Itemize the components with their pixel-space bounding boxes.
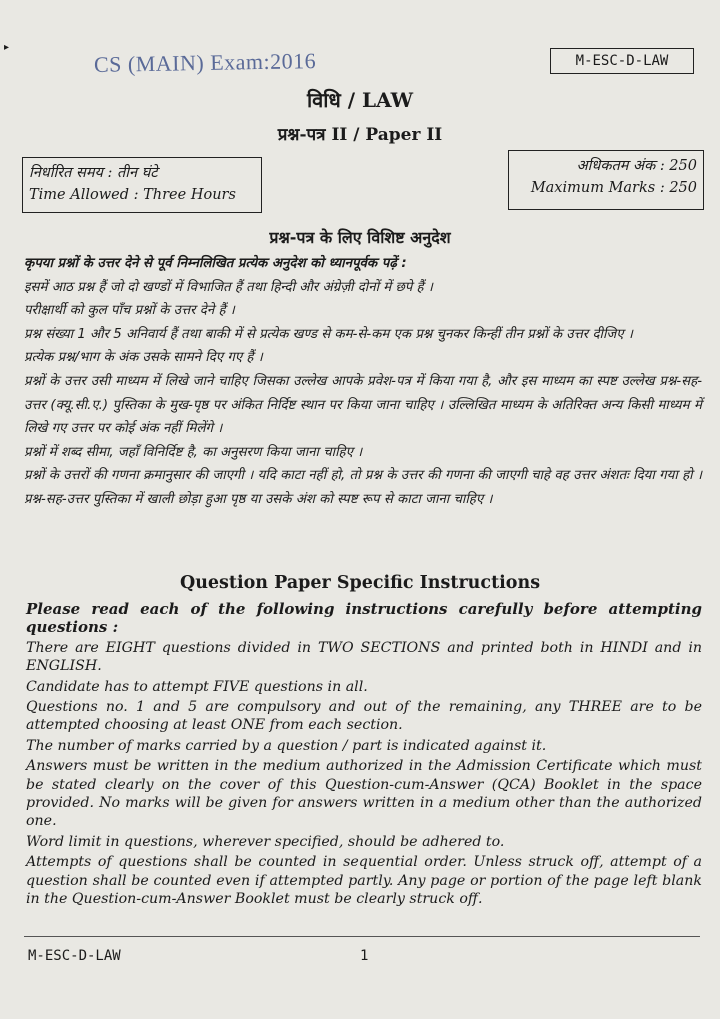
footer-paper-code: M-ESC-D-LAW [28, 948, 121, 964]
time-allowed-english: Time Allowed : Three Hours [29, 187, 236, 203]
maximum-marks-english: Maximum Marks : 250 [530, 180, 697, 196]
hindi-instruction: प्रश्नों के उत्तर उसी माध्यम में लिखे जाने चाहिए जिसका उल्लेख आपके प्रवेश-पत्र में किया गया है, और इस माध्यम का स्पष्ट उल्लेख प्रश्न-सह-उत्तर (क्यू.सी.ए.) पुस्तिका के मुख-पृष्ठ पर अंकित निर्दिष्ट स्थान पर किया जाना चाहिए । उल्लिखित माध्यम के अतिरिक्त अन्य किसी माध्यम में लिखे गए उत्तर पर कोई अंक नहीं मिलेंगे । [24, 373, 702, 437]
english-instruction: The number of marks carried by a question / part is indicated against it. [26, 737, 547, 754]
scan-mark: ▸ [4, 42, 10, 53]
hindi-instructions-heading: प्रश्न-पत्र के लिए विशिष्ट अनुदेश [269, 228, 451, 247]
english-instruction: There are EIGHT questions divided in TWO SECTIONS and printed both in HINDI and in ENGLISH. [26, 639, 702, 675]
english-instruction: Questions no. 1 and 5 are compulsory and out of the remaining, any THREE are to be attempted choosing at least ONE from each section. [26, 699, 702, 734]
hindi-instruction: प्रत्येक प्रश्न/भाग के अंक उसके सामने दिए गए हैं । [24, 350, 263, 366]
page-number: 1 [360, 948, 369, 964]
paper-code-box: M-ESC-D-LAW [550, 48, 694, 74]
english-instruction: Word limit in questions, wherever specified, should be adhered to. [26, 833, 505, 850]
hindi-instruction: प्रश्नों के उत्तरों की गणना क्रमानुसार की जाएगी । यदि काटा नहीं हो, तो प्रश्न के उत्तर की गणना की जाएगी चाहे वह उत्तर अंशतः दिया गया हो । प्रश्न-सह-उत्तर पुस्तिका में खाली छोड़ा हुआ पृष्ठ या उसके अंश को स्पष्ट रूप से काटा जाना चाहिए । [24, 468, 702, 507]
footer-divider [24, 936, 700, 937]
english-instruction: Answers must be written in the medium authorized in the Admission Certificate which must be stated clearly on the cover of this Question-cum-Answer (QCA) Booklet in the space provided. No marks will be given for answers written in a medium other than the authorized one. [26, 758, 702, 830]
hindi-instruction: इसमें आठ प्रश्न हैं जो दो खण्डों में विभाजित हैं तथा हिन्दी और अंग्रेज़ी दोनों में छपे हैं । [24, 279, 433, 295]
time-allowed-hindi: निर्धारित समय : तीन घंटे [29, 165, 158, 181]
english-instruction: Attempts of questions shall be counted in sequential order. Unless struck off, attempt of a question shall be counted even if attempted partly. Any page or portion of the page left blank in the Question-cum-Answer Booklet must be clearly struck off. [26, 854, 702, 908]
english-instruction: Please read each of the following instructions carefully before attempting questions : [26, 600, 702, 637]
hindi-instruction: प्रश्नों में शब्द सीमा, जहाँ विनिर्दिष्ट है, का अनुसरण किया जाना चाहिए । [24, 444, 363, 460]
english-instructions [26, 600, 702, 911]
hindi-instructions [24, 252, 702, 512]
hindi-instruction: परीक्षार्थी को कुल पाँच प्रश्नों के उत्तर देने हैं । [24, 303, 235, 319]
subject-title: विधि / LAW [306, 88, 414, 112]
paper-title: प्रश्न-पत्र II / Paper II [277, 125, 443, 145]
time-allowed-box [22, 157, 262, 213]
english-instructions-heading: Question Paper Specific Instructions [179, 573, 541, 593]
maximum-marks-hindi: अधिकतम अंक : 250 [576, 158, 697, 174]
maximum-marks-box [508, 150, 704, 210]
hindi-instruction: प्रश्न संख्या 1 और 5 अनिवार्य हैं तथा बाकी में से प्रत्येक खण्ड से कम-से-कम एक प्रश्न चुनकर किन्हीं तीन प्रश्नों के उत्तर दीजिए । [24, 326, 633, 342]
exam-stamp: CS (MAIN) Exam:2016 [93, 48, 317, 77]
english-instruction: Candidate has to attempt FIVE questions in all. [26, 678, 368, 695]
hindi-instruction: कृपया प्रश्नों के उत्तर देने से पूर्व निम्नलिखित प्रत्येक अनुदेश को ध्यानपूर्वक पढ़ें : [24, 256, 407, 271]
